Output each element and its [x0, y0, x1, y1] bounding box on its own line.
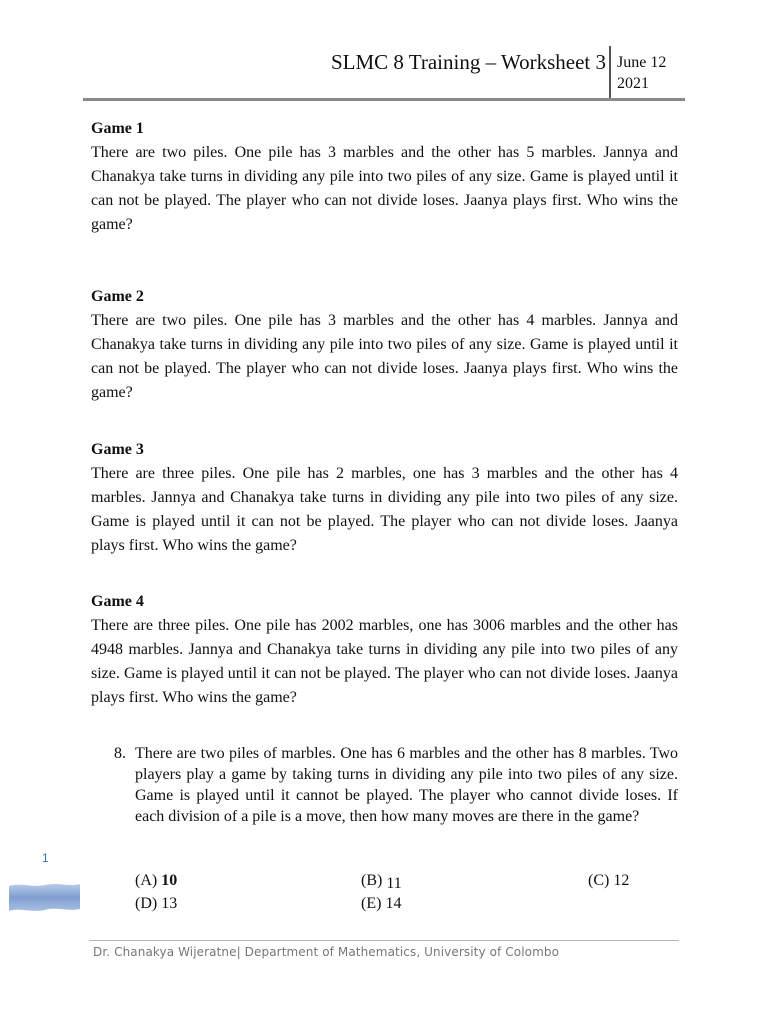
option-value: 13 — [161, 895, 178, 912]
game-title: Game 3 — [91, 441, 144, 458]
game-2 — [91, 286, 678, 405]
game-3 — [91, 439, 678, 558]
header-divider — [609, 46, 611, 100]
header-rule — [83, 98, 685, 101]
option-label: (A) — [135, 872, 158, 889]
game-text: There are two piles. One pile has 3 marbles and the other has 4 marbles. Jannya and Chanakya take turns in dividing any pile into two piles of any size. Game is played until it can not be played. The player who can not divide loses. Jaanya plays first. Who wins the game? — [91, 312, 678, 401]
page-number: 1 — [42, 851, 49, 865]
footer-text: Dr. Chanakya Wijeratne| Department of Mathematics, University of Colombo — [93, 945, 560, 959]
footer-rule — [89, 940, 679, 941]
worksheet-date — [617, 52, 666, 94]
game-title: Game 2 — [91, 288, 144, 305]
game-title: Game 1 — [91, 120, 144, 137]
game-text: There are three piles. One pile has 2002 marbles, one has 3006 marbles and the other has 4948 marbles. Jannya and Chanakya take turns in dividing any pile into two piles of any size. Game is played until it can not be played. The player who can not divide loses. Jaanya plays first. Who wins the game? — [91, 617, 678, 706]
option-value: 11 — [386, 875, 402, 892]
option-label: (D) — [135, 895, 158, 912]
date-line-1: June 12 — [617, 54, 667, 71]
option-label: (C) — [588, 872, 610, 889]
question-text: There are two piles of marbles. One has 6 marbles and the other has 8 marbles. Two players play a game by taking turns in dividing any pile into two piles of any size. Game is played until it cannot be played. The player who cannot divide loses. If each division of a pile is a move, then how many moves are there in the game? — [135, 745, 678, 825]
page-tab-icon — [9, 882, 80, 912]
option-e — [361, 893, 401, 914]
option-label: (B) — [361, 872, 383, 889]
option-value: 12 — [613, 872, 630, 889]
question-number: 8. — [114, 745, 126, 762]
game-text: There are three piles. One pile has 2 marbles, one has 3 marbles and the other has 4 marbles. Jannya and Chanakya take turns in dividing any pile into two piles of any size. Game is played until it can not be played. The player who can not divide loses. Jaanya plays first. Who wins the game? — [91, 465, 678, 554]
game-title: Game 4 — [91, 593, 144, 610]
worksheet-title: SLMC 8 Training – Worksheet 3 — [330, 50, 606, 74]
option-a — [135, 870, 177, 891]
game-1 — [91, 118, 678, 237]
option-value: 14 — [385, 895, 402, 912]
game-4 — [91, 591, 678, 710]
option-label: (E) — [361, 895, 382, 912]
option-d — [135, 893, 177, 914]
date-line-2: 2021 — [617, 75, 649, 92]
game-text: There are two piles. One pile has 3 marbles and the other has 5 marbles. Jannya and Chanakya take turns in dividing any pile into two piles of any size. Game is played until it can not be played. The player who can not divide loses. Jaanya plays first. Who wins the game? — [91, 144, 678, 233]
option-b — [361, 870, 402, 891]
option-c — [588, 870, 629, 891]
option-value: 10 — [161, 872, 178, 889]
